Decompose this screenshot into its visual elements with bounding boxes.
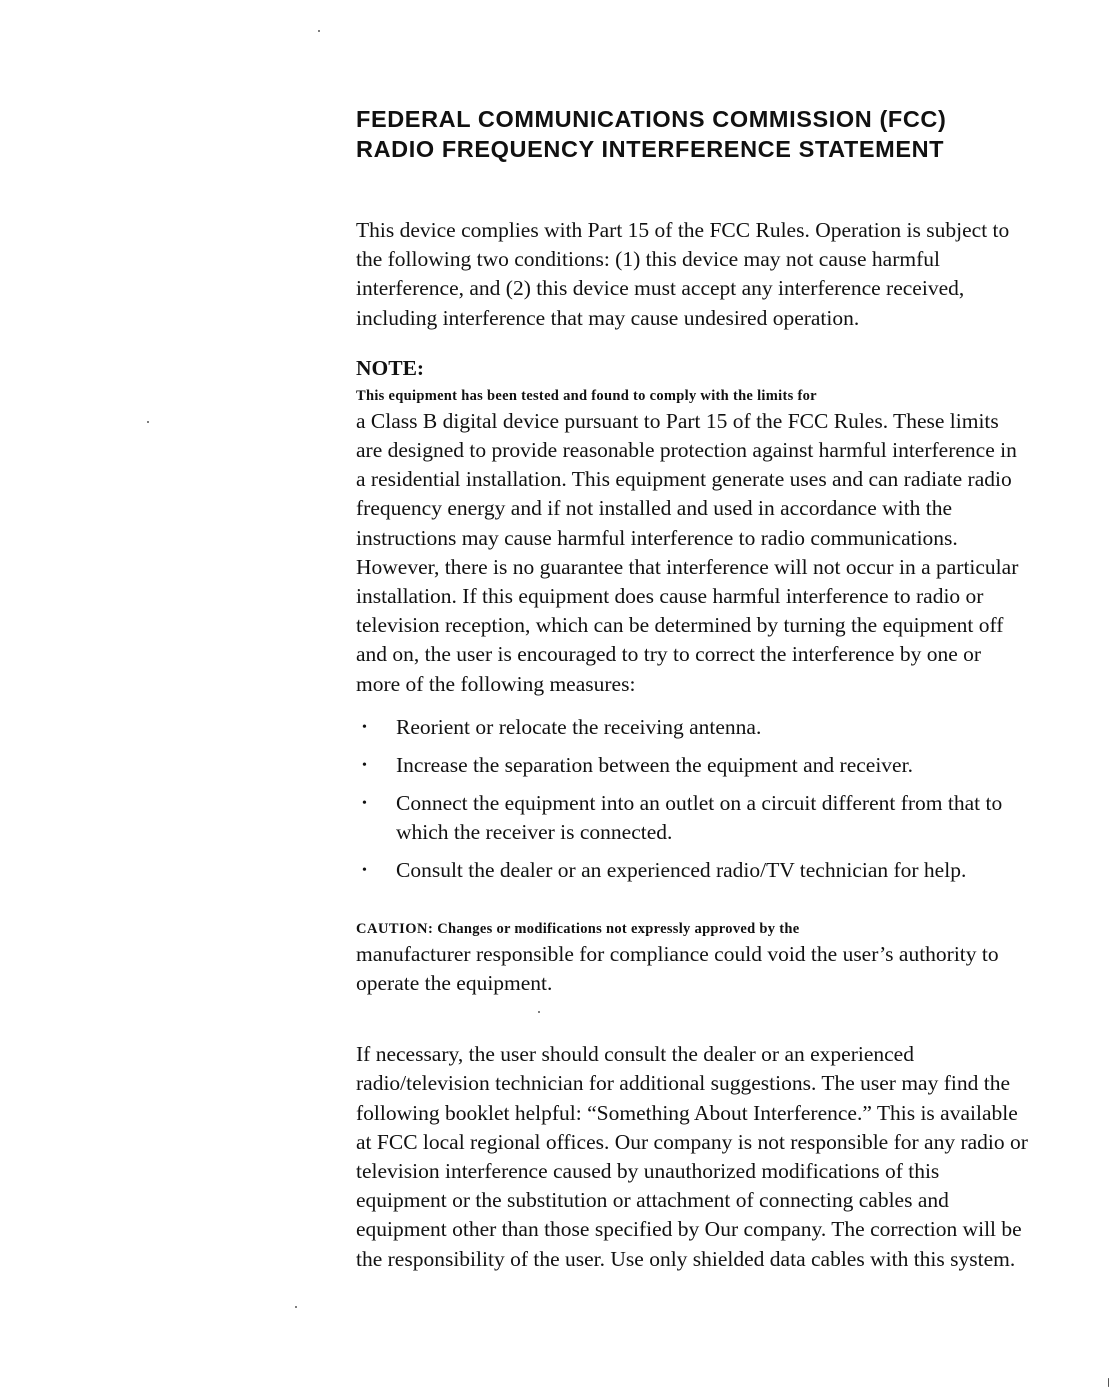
list-item bbox=[356, 789, 1028, 847]
caution-block bbox=[356, 918, 1028, 998]
list-item bbox=[356, 751, 1028, 780]
scan-speck bbox=[147, 421, 149, 423]
measures-list bbox=[356, 713, 1028, 885]
final-paragraph: If necessary, the user should consult the dealer or an experienced radio/television technician for additional suggestions. The user may find the following booklet helpful: “Something About Interference.” This is available at FCC local regional offices. Our company is not responsible for any radio or television interference caused by unauthorized modifications of this equipment or the substitution or attachment of connecting cables and equipment other than those specified by Our company. The correction will be the responsibility of the user. Use only shielded data cables with this system. bbox=[356, 1042, 1028, 1271]
page-title bbox=[356, 104, 1028, 164]
list-item bbox=[356, 713, 1028, 742]
title-line-2: RADIO FREQUENCY INTERFERENCE STATEMENT bbox=[356, 136, 945, 162]
scan-speck bbox=[538, 1011, 540, 1013]
bullet-icon: • bbox=[362, 757, 367, 773]
measure-text: Increase the separation between the equipment and receiver. bbox=[396, 752, 913, 777]
scan-speck bbox=[295, 1306, 297, 1308]
bullet-icon: • bbox=[362, 719, 367, 735]
caution-first-text: Changes or modifications not expressly approved by the bbox=[437, 920, 800, 937]
document-page bbox=[356, 104, 1028, 1274]
measure-text: Connect the equipment into an outlet on a circuit different from that to which the receiver is connected. bbox=[396, 790, 1003, 844]
measure-text: Consult the dealer or an experienced radio/TV technician for help. bbox=[396, 857, 967, 882]
bullet-icon: • bbox=[362, 862, 367, 878]
bullet-icon: • bbox=[362, 795, 367, 811]
caution-label: CAUTION: bbox=[356, 920, 434, 937]
caution-paragraph: manufacturer responsible for compliance could void the user’s authority to operate the equipment. bbox=[356, 941, 999, 996]
list-item bbox=[356, 856, 1028, 885]
measure-text: Reorient or relocate the receiving antenna. bbox=[396, 714, 762, 739]
scan-speck bbox=[318, 30, 320, 32]
note-first-line: This equipment has been tested and found to comply with the limits for bbox=[356, 387, 817, 404]
note-paragraph: a Class B digital device pursuant to Part 15 of the FCC Rules. These limits are designed to provide reasonable protection against harmful interference in a residential installation. This equipment generate uses and can radiate radio frequency energy and if not installed and used in accordance with the instructions may cause harmful interference to radio communications. However, there is no guarantee that interference will not occur in a particular installation. If this equipment does cause harmful interference to radio or television reception, which can be determined by turning the equipment off and on, the user is encouraged to try to correct the interference by one or more of the following measures: bbox=[356, 408, 1019, 696]
intro-paragraph: This device complies with Part 15 of the FCC Rules. Operation is subject to the following two conditions: (1) this device may not cause harmful interference, and (2) this device must accept any interference received, including interference that may cause undesired operation. bbox=[356, 218, 1010, 330]
note-label: NOTE: bbox=[356, 355, 425, 380]
title-line-1: FEDERAL COMMUNICATIONS COMMISSION (FCC) bbox=[356, 106, 947, 132]
caution-first-line bbox=[356, 918, 1028, 940]
scan-speck bbox=[1108, 1378, 1109, 1387]
